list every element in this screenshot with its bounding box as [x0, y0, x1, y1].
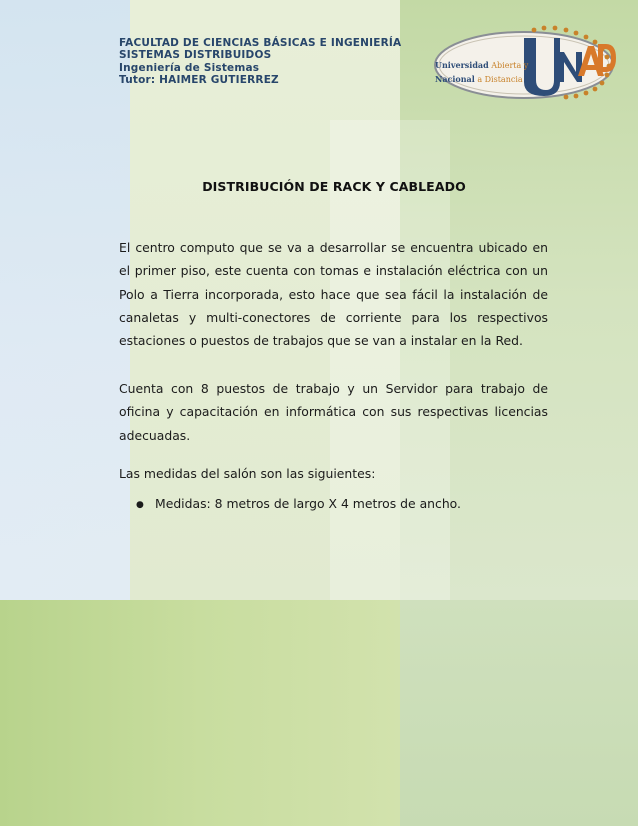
paragraph-line: canaletas y multi-conectores de corriente para los respectivos: [119, 309, 548, 325]
header-tutor: Tutor: HAIMER GUTIERREZ: [119, 73, 279, 86]
document-header: [119, 37, 419, 86]
paragraph-line: Cuenta con 8 puestos de trabajo y un Servidor para trabajo de: [119, 381, 548, 396]
list-item-text: Medidas: 8 metros de largo X 4 metros de ancho.: [155, 496, 461, 511]
header-course: SISTEMAS DISTRIBUIDOS: [119, 49, 272, 62]
paragraph-line: estaciones o puestos de trabajos que se van a instalar en la Red.: [119, 333, 523, 349]
document-title: DISTRIBUCIÓN DE RACK Y CABLEADO: [202, 179, 466, 194]
unad-logo: [432, 24, 618, 100]
bullet-marker: ●: [136, 499, 144, 510]
logo-caption-line2: Nacional a Distancia: [435, 74, 523, 84]
logo-caption-line1: Universidad Abierta y: [435, 60, 529, 70]
paragraph-line: Polo a Tierra incorporada, esto hace que sea fácil la instalación de: [119, 286, 548, 302]
header-program: Ingeniería de Sistemas: [119, 61, 260, 74]
paragraph-line: adecuadas.: [119, 427, 191, 443]
list-item: [136, 494, 461, 515]
paragraph-measurements: [119, 462, 548, 485]
paragraph-location: [119, 236, 548, 352]
paragraph-line: oficina y capacitación en informática con sus respectivas licencias: [119, 404, 548, 420]
paragraph-workstations: [119, 377, 548, 447]
paragraph-line: Las medidas del salón son las siguientes:: [119, 466, 376, 481]
header-faculty: FACULTAD DE CIENCIAS BÁSICAS E INGENIERÍA: [119, 37, 402, 49]
paragraph-line: El centro computo que se va a desarrollar se encuentra ubicado en: [119, 240, 548, 255]
paragraph-line: el primer piso, este cuenta con tomas e instalación eléctrica con un: [119, 263, 548, 279]
